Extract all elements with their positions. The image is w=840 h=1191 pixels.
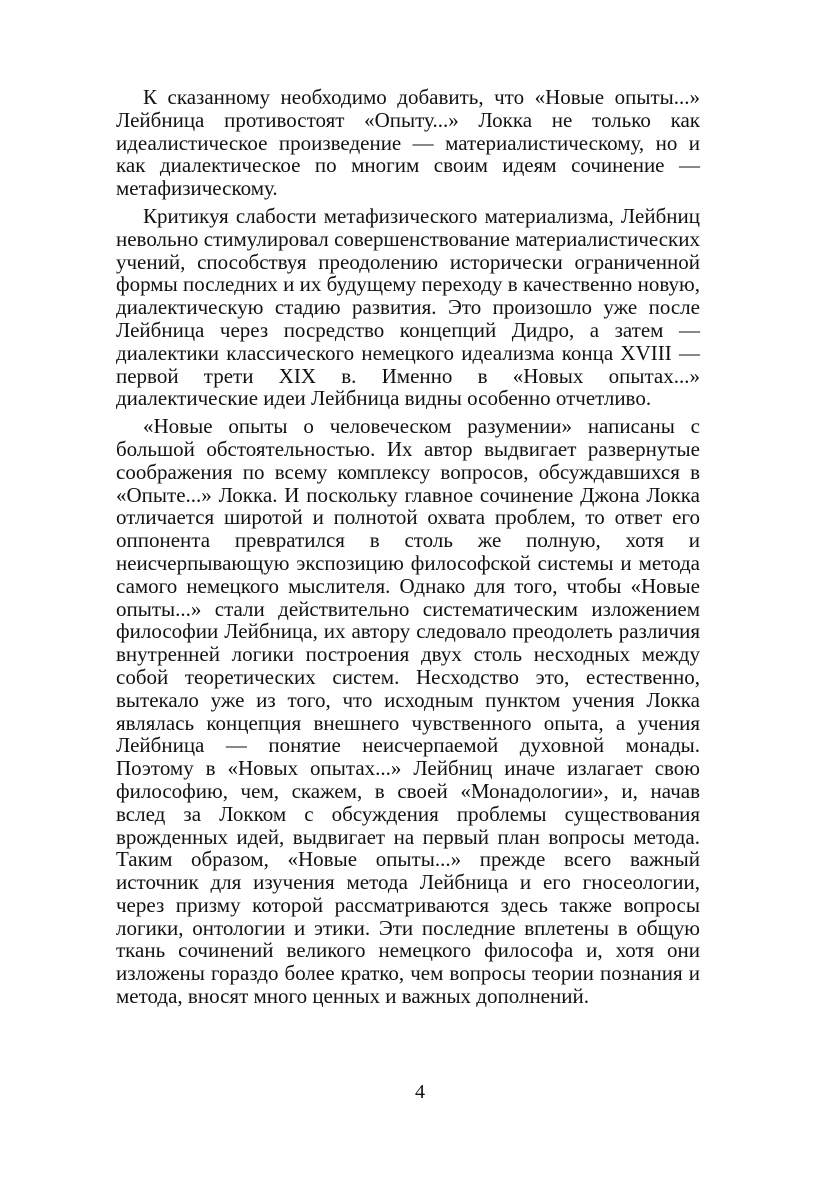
paragraph-2: Критикуя слабости метафизического материализма, Лейбниц невольно стимулировал совершенствование материалистических учений, способствуя преодолению исторически ограниченной формы последних и их будущему переходу в качественно новую, диалектическую стадию развития. Это произошло уже после Лейбница через посредство концепций Дидро, а затем — диалектики классического немецкого идеализма конца XVIII — первой трети XIX в. Именно в «Новых опытах...» диалектические идеи Лейбница видны особенно отчетливо. [116,203,700,411]
paragraph-3: «Новые опыты о человеческом разумении» написаны с большой обстоятельностью. Их автор выдвигает развернутые соображения по всему комплексу вопросов, обсуждавшихся в «Опыте...» Локка. И поскольку главное сочинение Джона Локка отличается широтой и полнотой охвата проблем, то ответ его оппонента превратился в столь же полную, хотя и неисчерпывающую экспозицию философской системы и метода самого немецкого мыслителя. Однако для того, чтобы «Новые опыты...» стали действительно систематическим изложением философии Лейбница, их автору следовало преодолеть различия внутренней логики построения двух столь несходных между собой теоретических систем. Несходство это, естественно, вытекало уже из того, что исходным пунктом учения Локка являлась концепция внешнего чувственного опыта, а учения Лейбница — понятие неисчерпаемой духовной монады. Поэтому в «Новых опытах...» Лейбниц иначе излагает свою философию, чем, скажем, в своей «Монадологии», и, начав вслед за Локком с обсуждения проблемы существования врожденных идей, выдвигает на первый план вопросы метода. Таким образом, «Новые опыты...» прежде всего важный источник для изучения метода Лейбница и его гносеологии, через призму которой рассматриваются здесь также вопросы логики, онтологии и этики. Эти последние вплетены в общую ткань сочинений великого немецкого философа и, хотя они изложены гораздо более кратко, чем вопросы теории познания и метода, вносят много ценных и важных дополнений. [116,414,700,1009]
paragraph-1: К сказанному необходимо добавить, что «Новые опыты...» Лейбница противостоят «Опыту...» Локка не только как идеалистическое произведение — материалистическому, но и как диалектическое по многим своим идеям сочинение — метафизическому. [116,85,700,201]
page-number: 4 [415,1081,425,1103]
body-text [116,86,700,1013]
